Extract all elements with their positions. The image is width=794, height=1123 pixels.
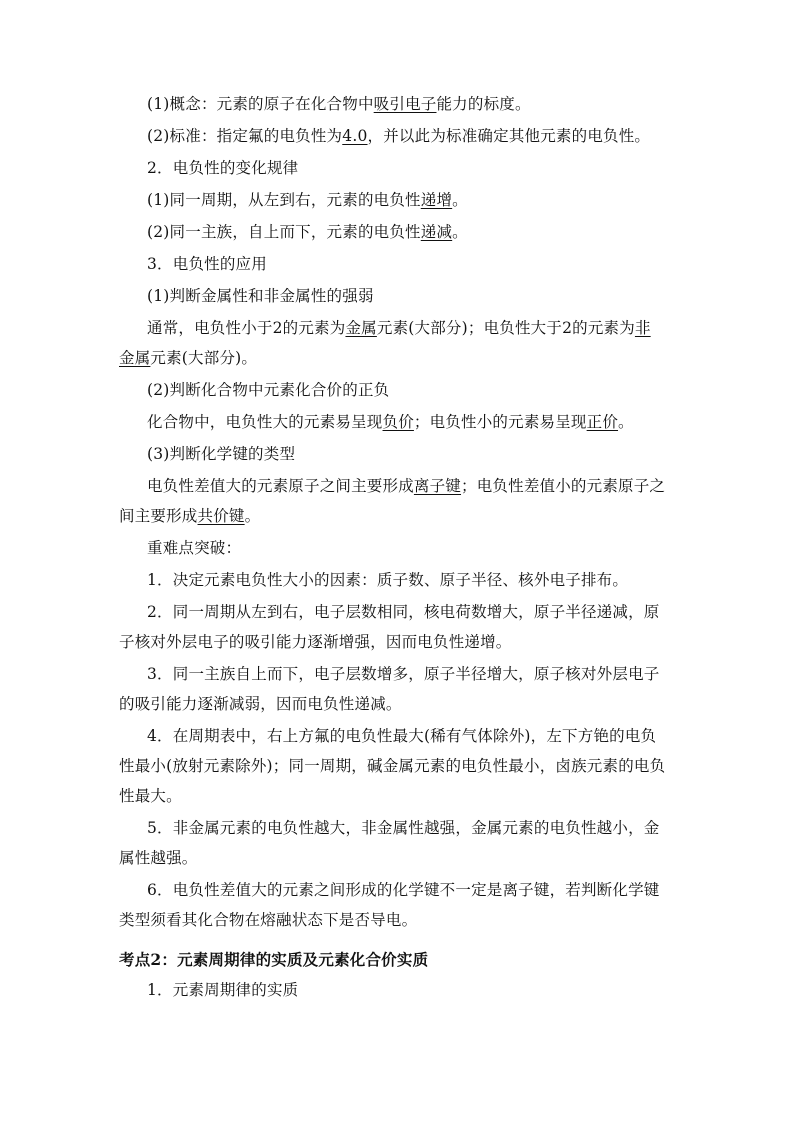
text-span: 化合物中，电负性大的元素易呈现 xyxy=(147,413,383,431)
underlined-term: 金属 xyxy=(345,319,377,337)
key-points-heading: 重难点突破： xyxy=(147,539,242,557)
paragraph-valence xyxy=(147,412,634,432)
underlined-term: 负价 xyxy=(382,413,414,431)
topic-heading-2: 考点2：元素周期律的实质及元素化合价实质 xyxy=(119,950,429,969)
subheading-bond: (3)判断化学键的类型 xyxy=(147,445,296,463)
underlined-term: 递减 xyxy=(420,223,453,241)
underlined-term: 金属 xyxy=(119,349,151,367)
text-span: 元素(大部分)。 xyxy=(150,349,258,367)
rule-period-line xyxy=(147,190,468,210)
section-heading-2: 2．电负性的变化规律 xyxy=(147,159,299,177)
key-point-4-line-1: 4．在周期表中，右上方氟的电负性最大(稀有气体除外)，左下方铯的电负 xyxy=(147,727,657,745)
text-span: 。 xyxy=(452,191,468,209)
key-point-2-line-1: 2．同一周期从左到右，电子层数相同，核电荷数增大，原子半径递减，原 xyxy=(147,603,660,621)
underlined-term: 正价 xyxy=(586,413,619,431)
paragraph-metal-line-2 xyxy=(119,348,257,368)
text-span: ，并以此为标准确定其他元素的电负性。 xyxy=(367,127,651,145)
section-heading-3: 3．电负性的应用 xyxy=(147,255,267,273)
text-span: 。 xyxy=(618,413,634,431)
key-point-6-line-2: 类型须看其化合物在熔融状态下是否导电。 xyxy=(119,911,418,929)
topic-2-subheading-1: 1．元素周期律的实质 xyxy=(147,981,299,999)
key-point-3-line-1: 3．同一主族自上而下，电子层数增多，原子半径增大，原子核对外层电子 xyxy=(147,665,660,683)
key-point-6-line-1: 6．电负性差值大的元素之间形成的化学键不一定是离子键，若判断化学键 xyxy=(147,881,660,899)
text-span: ；电负性差值小的元素原子之 xyxy=(461,477,666,495)
text-span: 元素(大部分)；电负性大于2的元素为 xyxy=(376,319,635,337)
key-point-4-line-3: 性最大。 xyxy=(119,787,182,805)
text-span: (2)同一主族，自上而下，元素的电负性 xyxy=(147,223,421,241)
text-span: ；电负性小的元素易呈现 xyxy=(413,413,587,431)
underlined-term: 共价键 xyxy=(197,507,245,525)
text-span: 间主要形成 xyxy=(119,507,198,525)
subheading-valence: (2)判断化合物中元素化合价的正负 xyxy=(147,381,390,399)
concept-line xyxy=(147,94,531,114)
text-span: 。 xyxy=(244,507,261,525)
standard-line xyxy=(147,126,650,146)
key-point-4-line-2: 性最小(放射元素除外)；同一周期，碱金属元素的电负性最小，卤族元素的电负 xyxy=(119,757,666,775)
text-span: 电负性差值大的元素原子之间主要形成 xyxy=(147,477,414,495)
rule-group-line xyxy=(147,222,468,242)
key-point-3-line-2: 的吸引能力逐渐减弱，因而电负性递减。 xyxy=(119,695,402,713)
text-span: (1)概念：元素的原子在化合物中 xyxy=(147,95,374,113)
underlined-term: 递增 xyxy=(420,191,453,209)
paragraph-bond-line-1 xyxy=(147,476,665,496)
underlined-term: 4.0 xyxy=(342,127,368,145)
text-span: 。 xyxy=(452,223,468,241)
text-span: 通常，电负性小于2的元素为 xyxy=(147,319,346,337)
subheading-metal: (1)判断金属性和非金属性的强弱 xyxy=(147,287,374,305)
text-span: (2)标准：指定氟的电负性为 xyxy=(147,127,343,145)
key-point-5-line-1: 5．非金属元素的电负性越大，非金属性越强，金属元素的电负性越小，金 xyxy=(147,819,660,837)
text-span: 能力的标度。 xyxy=(436,95,531,113)
key-point-2-line-2: 子核对外层电子的吸引能力逐渐增强，因而电负性递增。 xyxy=(119,633,512,651)
key-point-5-line-2: 属性越强。 xyxy=(119,849,198,867)
underlined-term: 离子键 xyxy=(413,477,462,495)
underlined-term: 非 xyxy=(634,319,651,337)
key-point-1: 1．决定元素电负性大小的因素：质子数、原子半径、核外电子排布。 xyxy=(147,571,629,589)
paragraph-bond-line-2 xyxy=(119,506,260,526)
paragraph-metal-line-1 xyxy=(147,318,651,338)
underlined-term: 吸引电子 xyxy=(373,95,437,113)
text-span: (1)同一周期，从左到右，元素的电负性 xyxy=(147,191,421,209)
